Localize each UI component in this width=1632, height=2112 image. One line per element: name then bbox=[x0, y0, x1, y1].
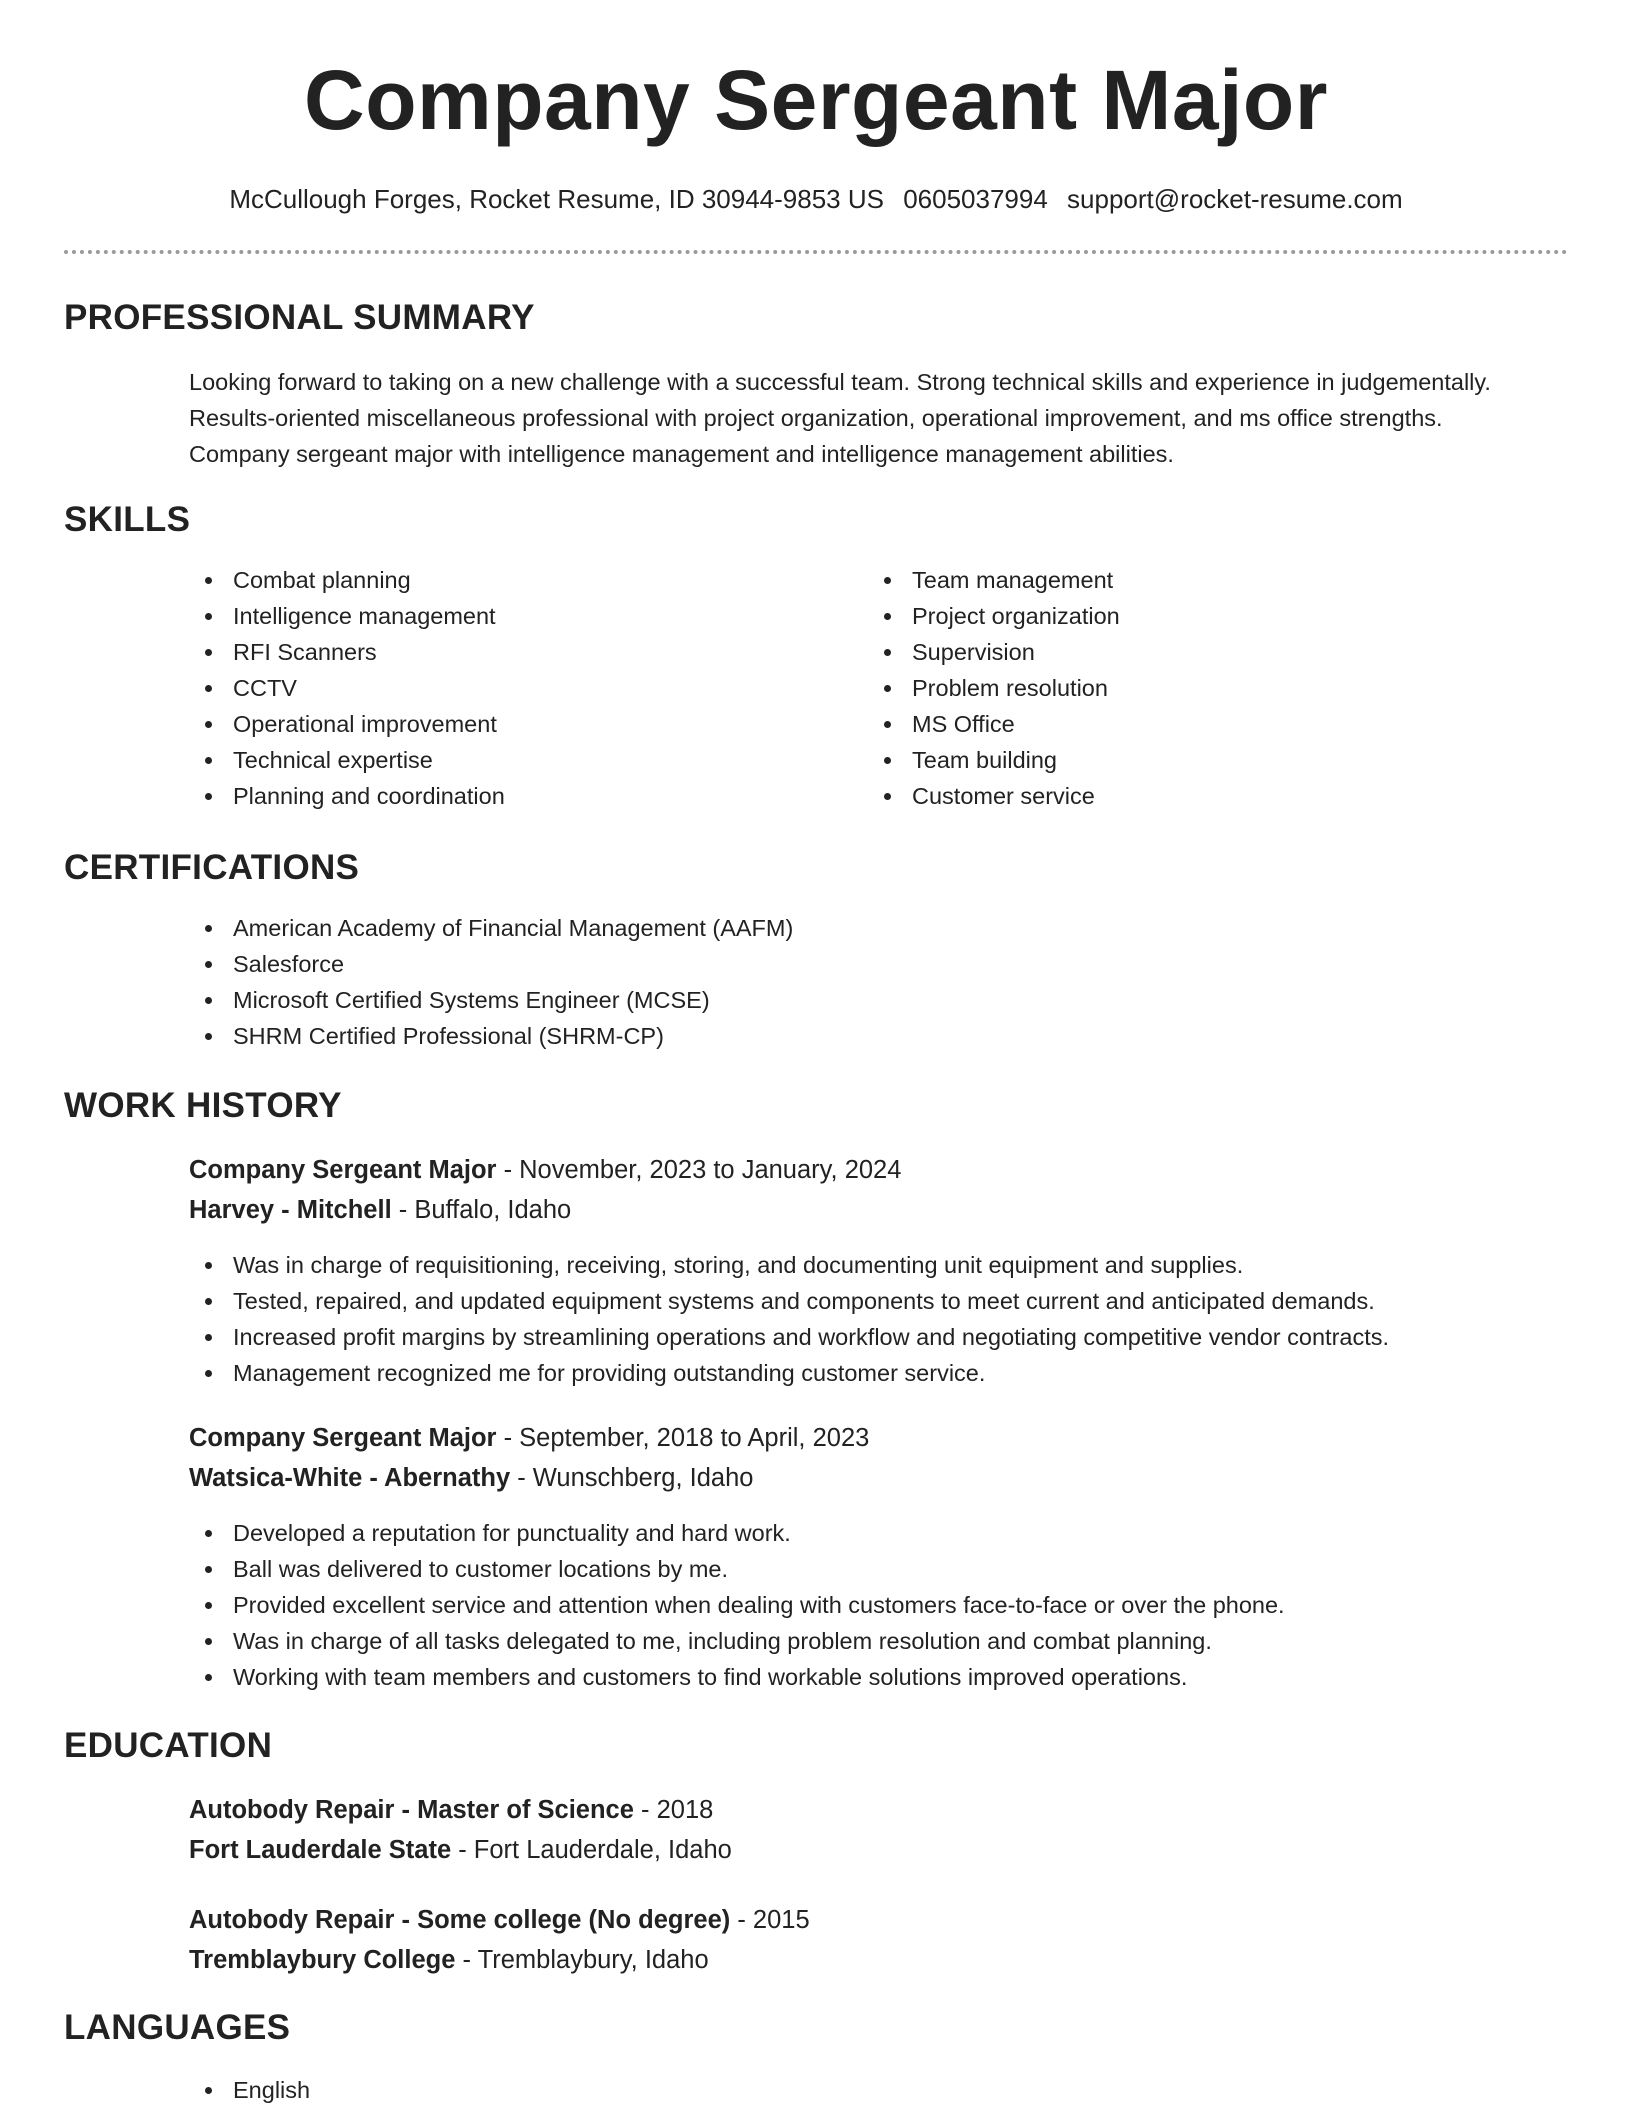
edu-1-school-line bbox=[189, 1836, 732, 1865]
job-2-dates: - September, 2018 to April, 2023 bbox=[496, 1424, 870, 1452]
job-2-role: Company Sergeant Major bbox=[189, 1424, 497, 1452]
list-item: American Academy of Financial Management (AAFM) bbox=[189, 910, 1489, 946]
list-item: Provided excellent service and attention when dealing with customers face-to-face or over the phone. bbox=[189, 1587, 1589, 1623]
summary-text: Looking forward to taking on a new challenge with a successful team. Strong technical skills and experience in judgementally. Results-oriented miscellaneous professional with project organization, operational improvement, and ms office strengths. Company sergeant major with intelligence management and intelligence management abilities. bbox=[189, 369, 1491, 467]
list-item: Management recognized me for providing outstanding customer service. bbox=[189, 1355, 1589, 1391]
languages-list bbox=[189, 2072, 789, 2108]
contact-email[interactable]: support@rocket-resume.com bbox=[1067, 184, 1403, 214]
list-item: SHRM Certified Professional (SHRM-CP) bbox=[189, 1018, 1489, 1054]
skills-list-left bbox=[189, 562, 789, 814]
edu-2-year: - 2015 bbox=[730, 1906, 810, 1934]
contact-address: McCullough Forges, Rocket Resume, ID 30944-9853 US bbox=[229, 184, 884, 214]
section-title-education: EDUCATION bbox=[64, 1726, 273, 1765]
list-item: Working with team members and customers to find workable solutions improved operations. bbox=[189, 1659, 1589, 1695]
list-item: Supervision bbox=[868, 634, 1468, 670]
list-item: Problem resolution bbox=[868, 670, 1468, 706]
list-item: Customer service bbox=[868, 778, 1468, 814]
list-item: Tested, repaired, and updated equipment systems and components to meet current and anticipated demands. bbox=[189, 1283, 1589, 1319]
list-item: Was in charge of requisitioning, receiving, storing, and documenting unit equipment and supplies. bbox=[189, 1247, 1589, 1283]
edu-2-location: - Tremblaybury, Idaho bbox=[455, 1946, 709, 1974]
list-item: Ball was delivered to customer locations by me. bbox=[189, 1551, 1589, 1587]
list-item: Planning and coordination bbox=[189, 778, 789, 814]
list-item: Was in charge of all tasks delegated to me, including problem resolution and combat planning. bbox=[189, 1623, 1589, 1659]
list-item: Project organization bbox=[868, 598, 1468, 634]
list-item: Salesforce bbox=[189, 946, 1489, 982]
job-1-company: Harvey - Mitchell bbox=[189, 1196, 392, 1224]
section-title-certifications: CERTIFICATIONS bbox=[64, 848, 360, 887]
job-2-company-line bbox=[189, 1464, 753, 1493]
list-item: CCTV bbox=[189, 670, 789, 706]
list-item: Developed a reputation for punctuality and hard work. bbox=[189, 1515, 1589, 1551]
list-item: Team management bbox=[868, 562, 1468, 598]
edu-2-school: Tremblaybury College bbox=[189, 1946, 456, 1974]
edu-1-degree: Autobody Repair - Master of Science bbox=[189, 1796, 634, 1824]
list-item: Operational improvement bbox=[189, 706, 789, 742]
candidate-name: Company Sergeant Major bbox=[304, 53, 1328, 147]
edu-2-school-line bbox=[189, 1946, 709, 1975]
list-item: English bbox=[189, 2072, 789, 2108]
certifications-list bbox=[189, 910, 1489, 1054]
job-2-bullets bbox=[189, 1515, 1589, 1695]
list-item: MS Office bbox=[868, 706, 1468, 742]
list-item: Technical expertise bbox=[189, 742, 789, 778]
edu-2-degree-line bbox=[189, 1906, 810, 1935]
edu-1-year: - 2018 bbox=[633, 1796, 714, 1824]
list-item: Team building bbox=[868, 742, 1468, 778]
edu-1-location: - Fort Lauderdale, Idaho bbox=[451, 1836, 732, 1864]
job-1-title-line bbox=[189, 1156, 901, 1185]
edu-2-degree: Autobody Repair - Some college (No degree) bbox=[189, 1906, 731, 1934]
job-2-location: - Wunschberg, Idaho bbox=[510, 1464, 754, 1492]
job-1-location: - Buffalo, Idaho bbox=[391, 1196, 572, 1224]
section-title-skills: SKILLS bbox=[64, 500, 191, 539]
job-2-title-line bbox=[189, 1424, 869, 1453]
contact-phone: 0605037994 bbox=[903, 184, 1048, 214]
job-2-company: Watsica-White - Abernathy bbox=[189, 1464, 511, 1492]
edu-1-degree-line bbox=[189, 1796, 713, 1825]
job-1-bullets bbox=[189, 1247, 1589, 1391]
list-item: RFI Scanners bbox=[189, 634, 789, 670]
list-item: Increased profit margins by streamlining operations and workflow and negotiating competitive vendor contracts. bbox=[189, 1319, 1589, 1355]
contact-line bbox=[0, 184, 1632, 215]
skills-list-right bbox=[868, 562, 1468, 814]
edu-1-school: Fort Lauderdale State bbox=[189, 1836, 452, 1864]
section-title-work-history: WORK HISTORY bbox=[64, 1086, 342, 1125]
list-item: Microsoft Certified Systems Engineer (MCSE) bbox=[189, 982, 1489, 1018]
list-item: Combat planning bbox=[189, 562, 789, 598]
section-title-summary: PROFESSIONAL SUMMARY bbox=[64, 298, 535, 337]
list-item: Intelligence management bbox=[189, 598, 789, 634]
header-divider bbox=[64, 250, 1568, 254]
job-1-dates: - November, 2023 to January, 2024 bbox=[496, 1156, 902, 1184]
section-title-languages: LANGUAGES bbox=[64, 2008, 291, 2047]
job-1-company-line bbox=[189, 1196, 571, 1225]
job-1-role: Company Sergeant Major bbox=[189, 1156, 497, 1184]
